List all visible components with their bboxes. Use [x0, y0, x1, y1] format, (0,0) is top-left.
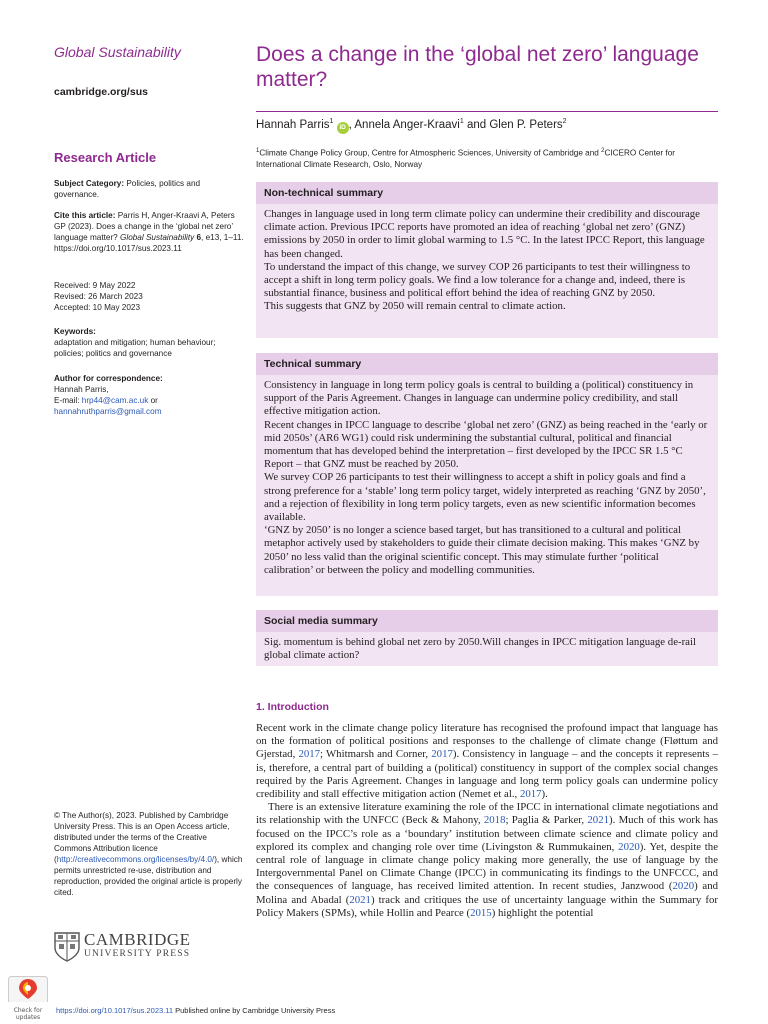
- introduction-body: [256, 722, 718, 920]
- revised-date: Revised: 26 March 2023: [54, 292, 143, 301]
- citation-link[interactable]: 2018: [483, 814, 506, 827]
- footer-text: Published online by Cambridge University Press: [173, 1006, 336, 1015]
- license-text-before: © The Author(s), 2023. Published by Cambridge University Press. This is an Open Access article, distributed under the terms of the Creative Commons Attribution licence (: [54, 811, 230, 864]
- text-run: ; Whitmarsh and Corner,: [320, 748, 432, 761]
- keywords-block: [54, 326, 244, 359]
- tech-paragraph-2: Recent changes in IPCC language to describe ‘global net zero’ (GNZ) as being reached in the ‘early or mid 2050s’ (AR6 WG1) could risk undermining the substantial cultural, political and financial momentum that has developed behind the interpretation – first developed by the IPCC SR 1.5 °C Report – that GNZ must be reached by 2050.: [264, 418, 708, 471]
- nontech-paragraph-2: To understand the impact of this change, we survey COP 26 participants to test their willingness to accept a shift in long term policy goals. We find a low tolerance for a change and, indeed, there is substantial finance, business and political effort behind the idea of reaching GNZ by 2050.: [264, 260, 691, 300]
- affiliations: [256, 146, 722, 170]
- cite-volume: 6: [196, 233, 202, 242]
- citation-link[interactable]: 2020: [618, 840, 640, 853]
- nontech-paragraph-3: This suggests that GNZ by 2050 will remain central to climate action.: [264, 300, 566, 313]
- accepted-date: Accepted: 10 May 2023: [54, 303, 141, 312]
- citation-link[interactable]: 2021: [587, 814, 609, 827]
- affil-2-text: CICERO Center for International Climate Research, Oslo, Norway: [256, 148, 675, 169]
- license-notice: [54, 810, 244, 898]
- check-for-updates-badge[interactable]: [8, 976, 48, 1020]
- text-run: Recent work in the climate change policy literature has recognised the profound impact that language has on the formation of political positions and responses to the challenge of climate change (Fløttum and Gjerstad,: [256, 722, 718, 761]
- text-run: ) and Molina and Abadal (: [256, 880, 718, 906]
- intro-paragraph-1: [256, 722, 718, 801]
- technical-summary-heading: Technical summary: [256, 353, 718, 375]
- citation-link[interactable]: 2017: [298, 748, 321, 761]
- social-media-summary-box: [256, 610, 718, 666]
- cite-journal: Global Sustainability: [120, 233, 195, 242]
- received-date: Received: 9 May 2022: [54, 281, 136, 290]
- citation-link[interactable]: 2021: [349, 893, 371, 906]
- article-dates: [54, 280, 244, 313]
- non-technical-summary-box: [256, 182, 718, 338]
- keywords-list: adaptation and mitigation; human behaviour; policies; politics and governance: [54, 338, 216, 358]
- cambridge-logo: [54, 932, 204, 962]
- journal-name: Global Sustainability: [54, 44, 181, 60]
- citation-link[interactable]: 2017: [519, 788, 542, 801]
- nontech-paragraph-1: Changes in language used in long term climate policy can undermine their credibility and discourage climate action. Previous IPCC reports have promoted an idea of reaching ‘global net zero’ (GNZ) emissions by 2050 in order to limit global warming to 1.5 °C. In the latest IPCC Report, this language has been changed.: [264, 208, 705, 260]
- corr-name: Hannah Parris,: [54, 385, 109, 394]
- author-2: , Annela Anger-Kraavi: [348, 118, 460, 131]
- cite-this-article: [54, 210, 244, 254]
- cite-label: Cite this article:: [54, 211, 116, 220]
- license-link[interactable]: http://creativecommons.org/licenses/by/4.0/: [56, 855, 215, 864]
- author-correspondence: [54, 373, 244, 417]
- text-run: ) track and critiques the use of uncertainty language within the Summary for Policy Makers (SPMs), while Hollin and Pearce (: [256, 893, 718, 919]
- author-list: [256, 118, 567, 134]
- introduction-heading: 1. Introduction: [256, 701, 329, 713]
- subject-value: Policies, politics and governance.: [54, 179, 201, 199]
- text-run: There is an extensive literature examining the role of the IPCC in international climate negotiations and its relationship with the UNFCC (Beck & Mahony,: [256, 801, 718, 827]
- check-updates-icon: [8, 976, 48, 1002]
- cite-text: Parris H, Anger-Kraavi A, Peters GP (2023). Does a change in the ‘global net zero’ language matter?: [54, 211, 235, 242]
- tech-paragraph-3: We survey COP 26 participants to test their willingness to accept a shift in policy goals and find a strong preference for a ‘stable’ long term policy target, widely interpreted as reaching ‘GNZ by 2050’, and a rejection of flexibility in long term policy targets, even as new scientific information becomes available.: [264, 471, 706, 524]
- intro-paragraph-2: [256, 801, 718, 920]
- subject-label: Subject Category:: [54, 179, 125, 188]
- tech-paragraph-4: ‘GNZ by 2050’ is no longer a science based target, but has transitioned to a cultural and political metaphor actively used by stakeholders to guide their climate decision making. This makes ‘GNZ by 2050’ no less valid than the original scientific concept. This may stimulate further ‘political calibration’ or between the policy and modelling communities.: [264, 524, 700, 576]
- footer-doi-link[interactable]: https://doi.org/10.1017/sus.2023.11: [56, 1006, 174, 1015]
- affil-2-marker: 2: [601, 148, 605, 154]
- cite-rest: , e13, 1–11. https://doi.org/10.1017/sus.2023.11: [54, 233, 244, 253]
- text-run: ). Consistency in language – and the concepts it represents – is, therefore, a central part of building a (political) constituency in support of the complex social changes required by the Paris Agreement. Changes in language and long term policy goals can undermine policy credibility and stall effective mitigation action (Nemet et al.,: [256, 748, 718, 801]
- tech-paragraph-1: Consistency in language in long term policy goals is central to building a (political) constituency in support of the Paris Agreement. Changes in language can undermine policy credibility, and stall effective mitigation action.: [264, 379, 694, 418]
- author-2-affil: 1: [459, 118, 464, 125]
- check-updates-text: Check for updates: [13, 1007, 43, 1021]
- orcid-icon[interactable]: iD: [337, 122, 349, 134]
- author-3: and Glen P. Peters: [463, 118, 563, 131]
- citation-link[interactable]: 2015: [470, 906, 492, 919]
- non-technical-summary-heading: Non-technical summary: [256, 182, 718, 204]
- license-text-after: ), which permits unrestricted re-use, distribution and reproduction, provided the original article is properly cited.: [54, 855, 243, 897]
- corr-email-prefix: E-mail:: [54, 396, 80, 405]
- keywords-label: Keywords:: [54, 327, 96, 336]
- corr-email-link-1[interactable]: hrp44@cam.ac.uk: [81, 396, 149, 405]
- author-3-affil: 2: [562, 118, 567, 125]
- text-run: ) highlight the potential: [491, 906, 594, 919]
- corr-label: Author for correspondence:: [54, 374, 163, 383]
- article-title: Does a change in the ‘global net zero’ language matter?: [256, 43, 699, 91]
- affil-1-text: Climate Change Policy Group, Centre for Atmospheric Sciences, University of Cambridge and: [259, 148, 602, 158]
- text-run: ). Much of this work has focused on the IPCC’s role as a ‘boundary’ institution between climate science and climate policy and explored its complex and changing role over time (Livingston & Rummukainen,: [256, 814, 719, 853]
- author-1: Hannah Parris: [256, 118, 330, 131]
- text-run: ). Yet, despite the central role of language in climate change policy making more generally, the use of language by the Intergovernmental Panel on Climate Change (IPCC) in communicating its findings to the UNFCCC, and the consequences of language, has received limited attention. In recent studies, Janzwood (: [256, 840, 718, 893]
- author-1-affil: 1: [329, 118, 334, 125]
- text-run: ; Paglia & Parker,: [505, 814, 588, 827]
- page-footer: [56, 1006, 335, 1015]
- journal-url[interactable]: cambridge.org/sus: [54, 86, 148, 98]
- social-media-summary-heading: Social media summary: [256, 610, 718, 632]
- logo-line-1: CAMBRIDGE: [84, 930, 191, 949]
- title-divider: [256, 111, 718, 112]
- citation-link[interactable]: 2020: [672, 880, 695, 893]
- cambridge-crest-icon: [54, 932, 80, 962]
- corr-email-link-2[interactable]: hannahruthparris@gmail.com: [54, 407, 162, 416]
- affil-1-marker: 1: [256, 148, 260, 154]
- text-run: ).: [541, 788, 548, 801]
- logo-line-2: UNIVERSITY PRESS: [84, 949, 191, 959]
- technical-summary-box: [256, 353, 718, 596]
- corr-or: or: [150, 396, 158, 405]
- social-paragraph-1: Sig. momentum is behind global net zero by 2050.Will changes in IPCC mitigation language de-rail global climate action?: [264, 636, 696, 662]
- subject-category: [54, 178, 244, 200]
- article-type: Research Article: [54, 150, 157, 165]
- citation-link[interactable]: 2017: [431, 748, 453, 761]
